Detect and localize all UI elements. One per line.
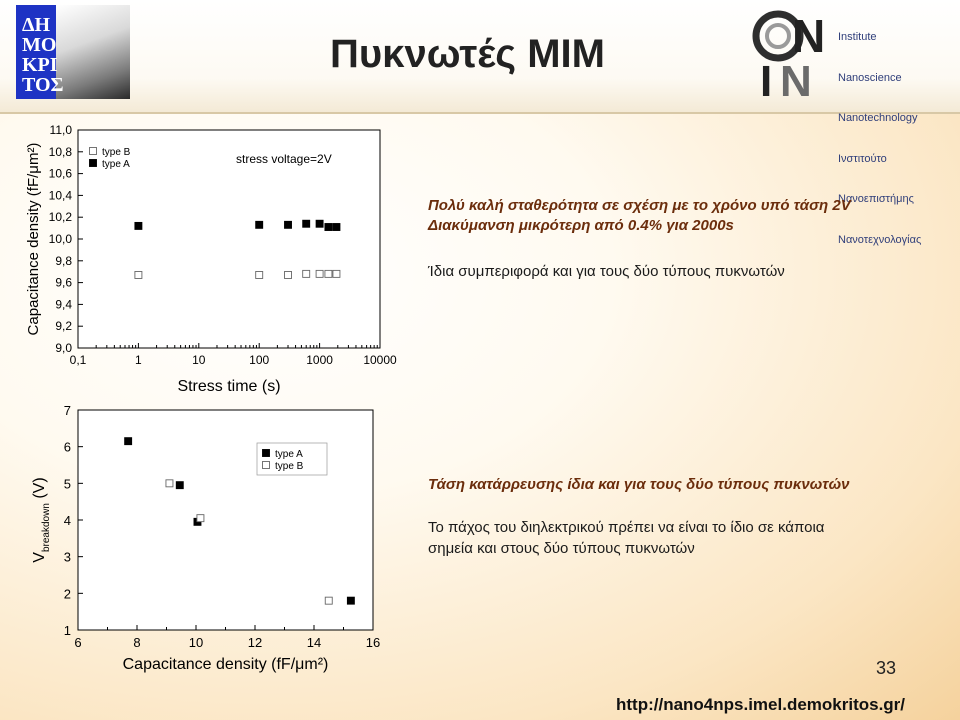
svg-text:ΜΟ: ΜΟ	[22, 34, 57, 56]
x-tick-label: 8	[133, 635, 141, 650]
x-tick-label: 14	[306, 635, 322, 650]
y-tick-label: 10,0	[48, 232, 72, 246]
institute-line: Nanoscience	[838, 71, 902, 84]
data-point	[135, 222, 142, 229]
x-tick-label: 0,1	[69, 353, 87, 367]
capacitance-vs-time-chart	[0, 115, 410, 405]
svg-text:N: N	[780, 57, 812, 100]
institute-line: Institute	[838, 31, 877, 43]
y-tick-label: 10,2	[48, 210, 72, 225]
legend-label: type A	[102, 159, 130, 170]
inn-logo-mark	[748, 4, 838, 100]
legend-marker	[263, 450, 270, 457]
breakdown-vs-capacitance-chart	[0, 400, 410, 685]
y-tick-label: 9,8	[55, 253, 72, 268]
svg-text:ΤΟΣ: ΤΟΣ	[22, 74, 64, 96]
data-point	[347, 597, 354, 604]
annotation-stress-voltage: stress voltage=2V	[236, 152, 332, 166]
x-axis-label: Stress time (s)	[177, 378, 281, 395]
same-behavior-text: Ίδια συμπεριφορά και για τους δύο τύπους πυκνωτών	[428, 263, 785, 280]
thickness-line-2: σημεία και στους δύο τύπους πυκνωτών	[428, 540, 695, 557]
chart-1-svg	[0, 115, 410, 405]
legend-label: type B	[275, 461, 304, 472]
data-point	[325, 597, 332, 604]
y-tick-label: 9,6	[55, 275, 72, 290]
demokritos-logo	[16, 5, 130, 99]
dielectric-thickness-text	[428, 517, 948, 559]
y-tick-label: 4	[63, 513, 71, 528]
x-tick-label: 6	[74, 635, 82, 650]
x-tick-label: 100	[249, 353, 270, 367]
thickness-line-1: Το πάχος του διηλεκτρικού πρέπει να είναι το ίδιο σε κάποια	[428, 519, 825, 536]
data-point	[316, 220, 323, 227]
x-tick-label: 16	[365, 635, 381, 650]
y-tick-label: 9,0	[55, 341, 72, 355]
data-point	[256, 221, 263, 228]
legend-label: type B	[102, 147, 131, 158]
svg-text:N: N	[792, 10, 826, 62]
y-tick-label: 1	[63, 623, 71, 638]
footer-url[interactable]: http://nano4nps.imel.demokritos.gr/	[616, 695, 906, 714]
legend-label: type A	[275, 449, 303, 460]
y-tick-label: 10,8	[48, 144, 72, 159]
data-point	[197, 515, 204, 522]
chart-2-svg	[0, 400, 410, 685]
stability-line-2: Διακύμανση μικρότερη από 0.4% για 2000s	[428, 217, 734, 234]
y-tick-label: 7	[63, 403, 71, 418]
institute-line: Νανοτεχνολογίας	[838, 233, 922, 246]
stability-heading	[428, 196, 956, 236]
y-tick-label: 10,4	[48, 188, 72, 203]
page-title: Πυκνωτές MIM	[330, 32, 605, 76]
demokritos-logo-lettering	[16, 5, 130, 99]
legend-marker	[90, 160, 97, 167]
y-tick-label: 11,0	[49, 123, 72, 137]
data-point	[176, 482, 183, 489]
svg-text:ΚΡΙ: ΚΡΙ	[22, 54, 58, 76]
legend-marker	[90, 148, 97, 155]
legend-marker	[263, 462, 270, 469]
institute-line: Ινστιτούτο	[838, 152, 887, 165]
data-point	[256, 271, 263, 278]
data-point	[135, 271, 142, 278]
breakdown-heading: Τάση κατάρρευσης ίδια και για τους δύο τύπους πυκνωτών	[428, 476, 850, 493]
data-point	[166, 480, 173, 487]
data-point	[325, 224, 332, 231]
svg-text:ΔΗ: ΔΗ	[22, 14, 51, 36]
data-point	[125, 438, 132, 445]
y-tick-label: 9,2	[55, 319, 72, 334]
data-point	[303, 220, 310, 227]
inn-logo	[748, 4, 954, 246]
data-point	[285, 221, 292, 228]
y-tick-label: 9,4	[55, 297, 72, 312]
y-axis-label: $V_{breakdown}$ (V)	[31, 477, 52, 563]
x-tick-label: 1	[135, 353, 142, 367]
x-tick-label: 12	[247, 635, 263, 650]
data-point	[316, 270, 323, 277]
x-tick-label: 10	[188, 635, 204, 650]
x-tick-label: 10000	[363, 353, 397, 367]
data-point	[303, 270, 310, 277]
institute-line: Nanotechnology	[838, 112, 918, 124]
data-point	[333, 224, 340, 231]
y-tick-label: 5	[63, 476, 71, 492]
data-point	[285, 271, 292, 278]
y-tick-label: 2	[63, 586, 71, 602]
institute-line: Νανοεπιστήμης	[838, 193, 914, 205]
x-tick-label: 10	[192, 353, 206, 367]
y-axis-label: Capacitance density (fF/μm²)	[25, 142, 42, 336]
x-axis-label: Capacitance density (fF/μm²)	[122, 656, 329, 673]
x-tick-label: 1000	[306, 353, 333, 367]
y-tick-label: 10,6	[48, 166, 72, 181]
y-tick-label: 3	[63, 549, 71, 565]
y-tick-label: 6	[63, 439, 71, 455]
svg-text:I: I	[760, 57, 773, 100]
page-number: 33	[876, 658, 897, 678]
stability-line-1: Πολύ καλή σταθερότητα σε σχέση με το χρόνο υπό τάση 2V	[428, 197, 851, 214]
data-point	[333, 270, 340, 277]
data-point	[325, 270, 332, 277]
